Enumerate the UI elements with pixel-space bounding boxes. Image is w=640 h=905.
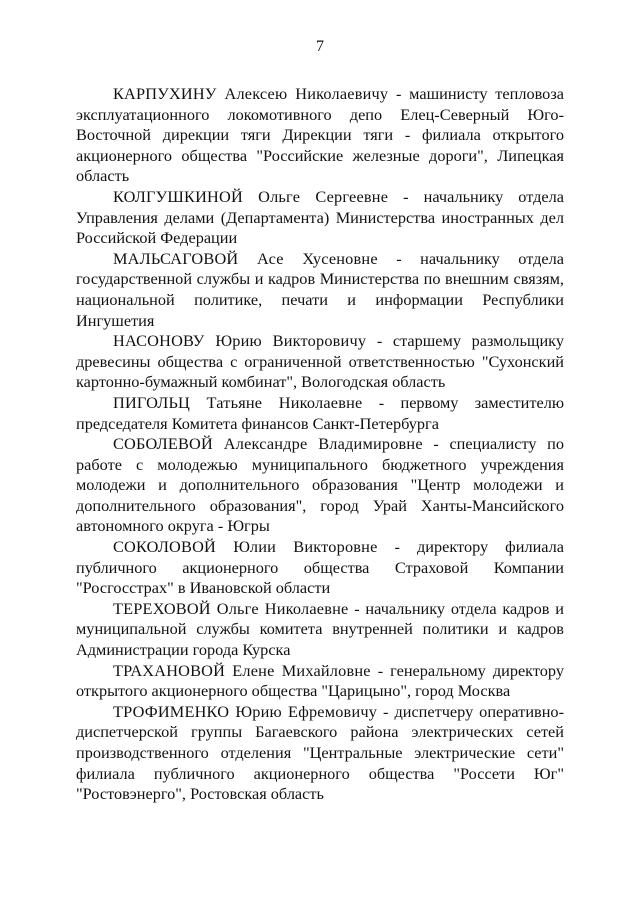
person-position: - начальнику отдела кадров и муниципальной службы комитета внутренней политики и кадров Администрации города Курска — [76, 598, 564, 660]
list-item — [76, 661, 564, 702]
person-position: - диспетчеру оперативно-диспетчерской группы Багаевского района электрических сетей производственного отделения "Центральные электрические сети" филиала публичного акционерного общества "Россети Юг" "Ростовэнерго", Ростовская область — [76, 701, 564, 804]
person-name: СОКОЛОВОЙ Юлии Викторовне — [113, 537, 378, 557]
person-position: - первому заместителю председателя Комитета финансов Санкт-Петербурга — [76, 392, 564, 433]
list-item — [76, 187, 564, 249]
person-position: - начальнику отдела Управления делами (Департамента) Министерства иностранных дел Российской Федерации — [76, 186, 564, 248]
person-name: ТЕРЕХОВОЙ Ольге Николаевне — [113, 598, 349, 618]
award-list — [76, 84, 564, 805]
person-position: - специалисту по работе с молодежью муниципального бюджетного учреждения молодежи и дополнительного образования "Центр молодежи и дополнительного образования", город Урай Ханты-Мансийского автономного округа - Югры — [76, 434, 564, 536]
person-position: - старшему размольщику древесины общества с ограниченной ответственностью "Сухонский картонно-бумажный комбинат", Вологодская область — [76, 331, 564, 392]
page-number: 7 — [316, 38, 324, 55]
person-position: - директору филиала публичного акционерного общества Страховой Компании "Росгосстрах" в Ивановской области — [76, 537, 565, 598]
person-name: МАЛЬСАГОВОЙ Асе Хусеновне — [113, 248, 378, 268]
person-name: НАСОНОВУ Юрию Викторовичу — [113, 331, 367, 351]
person-name: ТРОФИМЕНКО Юрию Ефремовичу — [113, 701, 378, 721]
list-item — [76, 434, 564, 537]
person-name: ПИГОЛЬЦ Татьяне Николаевне — [113, 392, 363, 412]
person-position: - начальнику отдела государственной службы и кадров Министерства по внешним связям, национальной политике, печати и информации Республики Ингушетия — [76, 248, 564, 330]
list-item — [76, 331, 564, 393]
list-item — [76, 249, 564, 331]
list-item — [76, 599, 564, 661]
list-item — [76, 84, 564, 187]
person-position: - машинисту тепловоза эксплуатационного локомотивного депо Елец-Северный Юго-Восточной дирекции тяги Дирекции тяги - филиала открытого акционерного общества "Российские железные дороги", Липецкая область — [76, 84, 564, 186]
person-name: КАРПУХИНУ Алексею Николаевичу — [113, 84, 389, 103]
person-name: КОЛГУШКИНОЙ Ольге Сергеевне — [113, 186, 389, 206]
person-position: - генеральному директору открытого акционерного общества "Царицыно", город Москва — [76, 660, 564, 701]
person-name: СОБОЛЕВОЙ Александре Владимировне — [113, 434, 423, 454]
person-name: ТРАХАНОВОЙ Елене Михайловне — [113, 660, 371, 680]
list-item — [76, 537, 564, 599]
list-item — [76, 702, 564, 805]
list-item — [76, 393, 564, 434]
